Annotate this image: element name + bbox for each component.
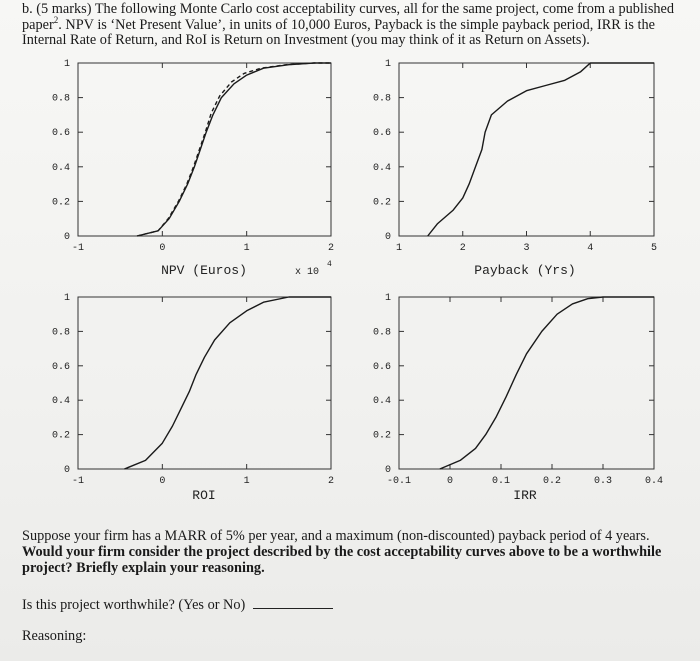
- worthwhile-prompt: [22, 596, 333, 614]
- irr-ytick-label: 0.6: [372, 361, 391, 373]
- npv-ytick-label: 0: [63, 232, 70, 243]
- question-normal: Suppose your firm has a MARR of 5% per year, and a maximum (non-discounted) payback period of 4 years.: [22, 528, 650, 544]
- payback-ytick-label: 0.8: [372, 93, 391, 105]
- irr-xtick-label: -0.1: [386, 476, 412, 487]
- npv-xtick-label: -1: [71, 243, 85, 254]
- npv-ytick-label: 0.8: [51, 93, 70, 105]
- roi-series-solid: [124, 297, 331, 469]
- roi-ytick-label: 0.8: [51, 327, 70, 339]
- npv-xlabel: NPV (Euros): [161, 263, 247, 278]
- roi-ytick-label: 0: [63, 465, 70, 476]
- npv-xtick-label: 0: [159, 243, 166, 254]
- npv-plot-frame: [78, 63, 331, 236]
- irr-xlabel: IRR: [513, 488, 537, 503]
- payback-xlabel: Payback (Yrs): [474, 263, 576, 278]
- irr-ytick-label: 0: [384, 465, 391, 476]
- irr-xtick-label: 0: [446, 476, 454, 487]
- intro-text-b: . NPV is ‘Net Present Value’, in units of 10,000 Euros, Payback is the simple payback period, IRR is the Internal Rate of Return, and RoI is Return on Investment (you may think of it as Return on Assets).: [22, 16, 655, 48]
- marks-label: b. (5 marks): [22, 1, 92, 17]
- npv-series-dashed: [137, 63, 331, 236]
- npv-xtick-label: 2: [327, 243, 335, 254]
- irr-ytick-label: 1: [384, 293, 391, 304]
- npv-ytick-label: 1: [63, 59, 70, 70]
- irr-xtick-label: 0.3: [593, 476, 613, 487]
- irr-plot-frame: [399, 297, 654, 469]
- npv-ytick-label: 0.2: [51, 197, 70, 209]
- irr-series-solid: [440, 297, 654, 469]
- irr-xtick-label: 0.4: [644, 476, 664, 487]
- roi-ytick-label: 0.6: [51, 361, 70, 373]
- payback-plot-frame: [399, 63, 654, 236]
- roi-xtick-label: 0: [159, 476, 166, 487]
- roi-xtick-label: 2: [327, 476, 335, 487]
- irr-xtick-label: 0.2: [542, 476, 562, 487]
- payback-xtick-label: 5: [650, 243, 658, 254]
- roi-xtick-label: -1: [71, 476, 85, 487]
- question-text: [22, 528, 682, 576]
- reasoning-label: Reasoning:: [22, 628, 87, 644]
- irr-ytick-label: 0.8: [372, 327, 391, 339]
- payback-ytick-label: 1: [384, 59, 391, 70]
- payback-xtick-label: 2: [459, 243, 466, 254]
- payback-xtick-label: 4: [587, 243, 594, 254]
- footnote-ref: 2: [53, 14, 59, 25]
- irr-xtick-label: 0.1: [491, 476, 511, 487]
- npv-ytick-label: 0.4: [51, 162, 70, 174]
- payback-ytick-label: 0.2: [372, 197, 391, 209]
- payback-ytick-label: 0: [384, 232, 391, 243]
- npv-ytick-label: 0.6: [51, 128, 70, 140]
- irr-ytick-label: 0.2: [372, 430, 391, 442]
- npv-series-solid: [137, 63, 331, 236]
- irr-ytick-label: 0.4: [372, 396, 391, 408]
- payback-xtick-label: 1: [395, 243, 403, 254]
- roi-ytick-label: 1: [63, 293, 70, 304]
- roi-ytick-label: 0.4: [51, 396, 70, 408]
- intro-text-a: The following Monte Carlo cost acceptability curves, all for the same project, come from a published paper: [22, 1, 675, 33]
- roi-plot-frame: [78, 297, 331, 469]
- question-bold: Would your firm consider the project described by the cost acceptability curves above to be a worthwhile project? Briefly explain your reasoning.: [22, 544, 662, 576]
- npv-multiplier-exp: 4: [327, 260, 332, 269]
- payback-ytick-label: 0.4: [372, 162, 391, 174]
- roi-xlabel: ROI: [192, 488, 216, 503]
- npv-multiplier: x 10: [295, 267, 320, 278]
- roi-ytick-label: 0.2: [51, 430, 70, 442]
- roi-xtick-label: 1: [243, 476, 250, 487]
- payback-series-solid: [428, 63, 654, 236]
- npv-xtick-label: 1: [243, 243, 250, 254]
- payback-xtick-label: 3: [523, 243, 530, 254]
- worthwhile-label: Is this project worthwhile? (Yes or No): [22, 597, 246, 613]
- payback-ytick-label: 0.6: [372, 128, 391, 140]
- answer-blank[interactable]: [253, 596, 333, 609]
